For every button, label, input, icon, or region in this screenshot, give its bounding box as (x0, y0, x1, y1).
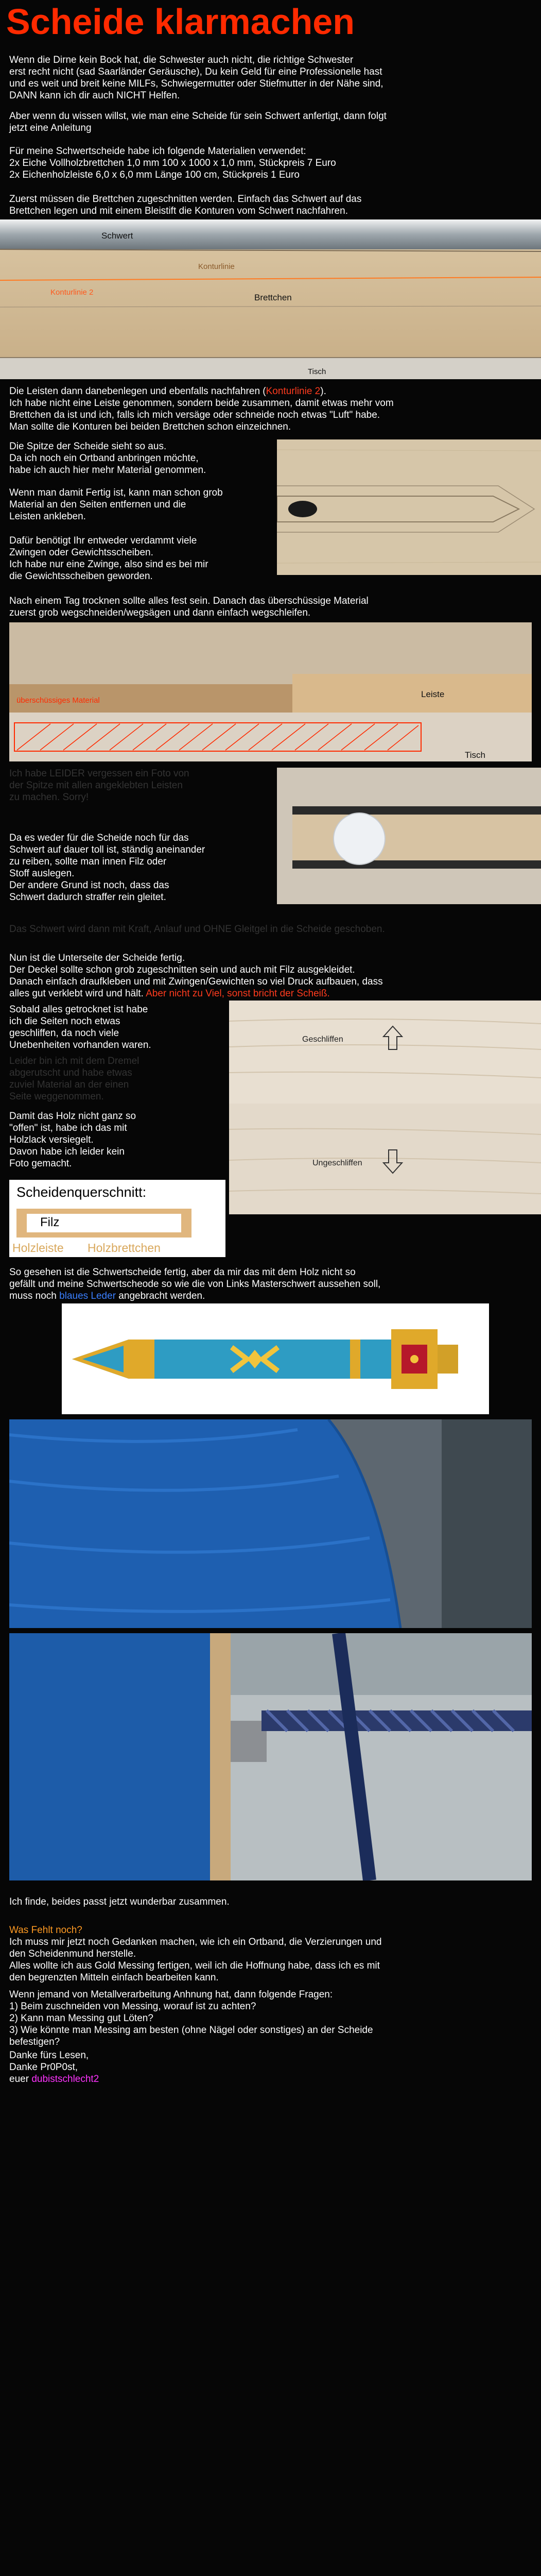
label-tisch-2: Tisch (465, 750, 485, 760)
label-geschliffen: Geschliffen (302, 1035, 343, 1044)
diagram-board-bottom (16, 1232, 191, 1238)
faded-note-gleitgel: Das Schwert wird dann mit Kraft, Anlauf und OHNE Gleitgel in die Scheide geschoben. (9, 924, 385, 935)
label-konturlinie: Konturlinie (198, 262, 235, 271)
blaues-leder-highlight: blaues Leder (59, 1291, 116, 1301)
diagram-label-filz: Filz (40, 1215, 60, 1229)
author-name: dubistschlecht2 (31, 2074, 99, 2084)
intro-materials: Für meine Schwertscheide habe ich folgende Materialien verwendet: 2x Eiche Vollholzbrettchen 1,0 mm 100 x 1000 x 1,0 mm, Stückpreis 7 Euro 2x Eichenholzleiste 6,0 x 6,0 mm Länge 100 cm, Stückpreis 1 Euro (9, 146, 336, 180)
step4-text: Nach einem Tag trocknen sollte alles fest sein. Danach das überschüssige Material zuerst grob wegschneiden/wegsägen und dann einfach wegschleifen. (9, 596, 369, 618)
label-tisch: Tisch (308, 367, 326, 376)
intro-paragraph-1: Wenn die Dirne kein Bock hat, die Schwester auch nicht, die richtige Schwester erst recht nicht (sad Saarländer Geräusche), Du kein Geld für eine Professionelle hast und es weit und breit keine MILFs, Schwiegermutter oder Stiefmutter in der Nähe sind, DANN kann ich dir auch NICHT Helfen. (9, 55, 383, 101)
photo-finished-scabbard (9, 1633, 532, 1880)
diagram-board-top (16, 1209, 191, 1214)
faded-note-dremel: Leider bin ich mit dem Dremel abgerutscht und habe etwas zuviel Material an der einen Seite weggenommen. (9, 1056, 139, 1102)
step7-text: Sobald alles getrocknet ist habe ich die Seiten noch etwas geschliffen, da noch viele Unebenheiten vorhanden waren. (9, 1004, 151, 1050)
step3-paragraph-3: Dafür benötigt Ihr entweder verdammt viele Zwingen oder Gewichtsscheiben. Ich habe nur eine Zwinge, also sind es bei mir die Gewichtsscheiben geworden. (9, 535, 208, 582)
question-heading: Was Fehlt noch? (9, 1925, 82, 1936)
step9-text: So gesehen ist die Schwertscheide fertig, aber da mir das mit dem Holz nicht so gefällt und meine Schwertscheode so wie die von Links Masterschwert aussehen soll, muss noch blaues Leder angebracht werden. (9, 1267, 381, 1301)
konturlinie-2-highlight: Konturlinie 2 (266, 386, 321, 397)
questions-list: Wenn jemand von Metallverarbeitung Anhnung hat, dann folgende Fragen: 1) Beim zuschneiden von Messing, worauf ist zu achten? 2) Kann man Messing gut Löten? 3) Wie könnte man Messing am besten (ohne Nägel oder sonstiges) an der Scheide befestigen? (9, 1989, 373, 2047)
diagram-cross-section (9, 1180, 225, 1257)
photo-felt-lining (277, 768, 541, 904)
label-leiste: Leiste (421, 689, 445, 699)
label-ungeschliffen: Ungeschliffen (312, 1159, 362, 1167)
intro-paragraph-4: Zuerst müssen die Brettchen zugeschnitten werden. Einfach das Schwert auf das Brettchen legen und mit einem Bleistift die Konturen vom Schwert nachfahren. (9, 194, 362, 216)
diagram-strip-right (181, 1209, 191, 1238)
label-konturlinie-2: Konturlinie 2 (50, 288, 94, 297)
intro-paragraph-2: Aber wenn du wissen willst, wie man eine Scheide für sein Schwert anfertigt, dann folgt jetzt eine Anleitung (9, 111, 387, 133)
photo-sword-on-board (0, 219, 541, 379)
question-text: Ich muss mir jetzt noch Gedanken machen, wie ich ein Ortband, die Verzierungen und den Scheidenmund herstelle. Alles wollte ich aus Gold Messing fertigen, weil ich die Hoffnung habe, dass ich es mit den begrenzten Mitteln einfach bearbeiten kann. (9, 1937, 382, 1983)
label-brettchen: Brettchen (254, 293, 292, 302)
photo-excess-material (9, 622, 532, 761)
photo-sanded-wood (229, 1001, 541, 1214)
label-schwert: Schwert (101, 231, 133, 241)
step3-paragraph-1: Die Spitze der Scheide sieht so aus. Da ich noch ein Ortband anbringen möchte, habe ich auch hier mehr Material genommen. (9, 441, 206, 476)
diagram-strip-left (16, 1209, 27, 1238)
page-title: Scheide klarmachen (6, 2, 355, 42)
diagram-title: Scheidenquerschnitt: (16, 1184, 147, 1200)
step6-text: Nun ist die Unterseite der Scheide fertig. Der Deckel sollte schon grob zugeschnitten sein und auch mit Filz ausgekleidet. Danach einfach draufkleben und mit Zwingen/Gewichten so viel Druck aufbauen, dass alles gut verklebt wird und hält. Aber nicht zu Viel, sonst bricht der Scheiß. (9, 953, 383, 999)
warning-too-much: Aber nicht zu Viel, sonst bricht der Scheiß. (146, 988, 330, 999)
photo-blue-leather (9, 1419, 532, 1628)
thanks-text: Danke fürs Lesen, Danke Pr0P0st, euer dubistschlecht2 (9, 2050, 99, 2084)
label-excess-material: überschüssiges Material (16, 696, 100, 705)
step2-line1: Die Leisten dann danebenlegen und ebenfalls nachfahren (Konturlinie 2). (9, 386, 326, 397)
diagram-label-holzleiste: Holzleiste (12, 1241, 64, 1255)
step5-text: Da es weder für die Scheide noch für das Schwert auf dauer toll ist, ständig aneinander zu reiben, sollte man innen Filz oder Stoff auslegen. Der andere Grund ist noch, dass das Schwert dadurch straffer rein gleitet. (9, 833, 205, 903)
step2-text: Ich habe nicht eine Leiste genommen, sondern beide zusammen, damit etwas mehr vom Brettchen da ist und ich, falls ich mich versäge oder schneide noch etwas "Luft" habe. Man sollte die Konturen bei beiden Brettchen schon einzeichnen. (9, 398, 394, 432)
faded-note-photo: Ich habe LEIDER vergessen ein Foto von der Spitze mit allen angeklebten Leisten zu machen. Sorry! (9, 768, 189, 803)
step3-paragraph-2: Wenn man damit Fertig ist, kann man schon grob Material an den Seiten entfernen und die Leisten ankleben. (9, 487, 223, 522)
diagram-label-holzbrettchen: Holzbrettchen (88, 1241, 161, 1255)
photo-master-sword-scabbard (62, 1303, 489, 1414)
photo-scabbard-tip (277, 439, 541, 575)
step8-text: Damit das Holz nicht ganz so "offen" ist, habe ich das mit Holzlack versiegelt. Davon habe ich leider kein Foto gemacht. (9, 1111, 136, 1169)
step10-text: Ich finde, beides passt jetzt wunderbar zusammen. (9, 1896, 230, 1907)
